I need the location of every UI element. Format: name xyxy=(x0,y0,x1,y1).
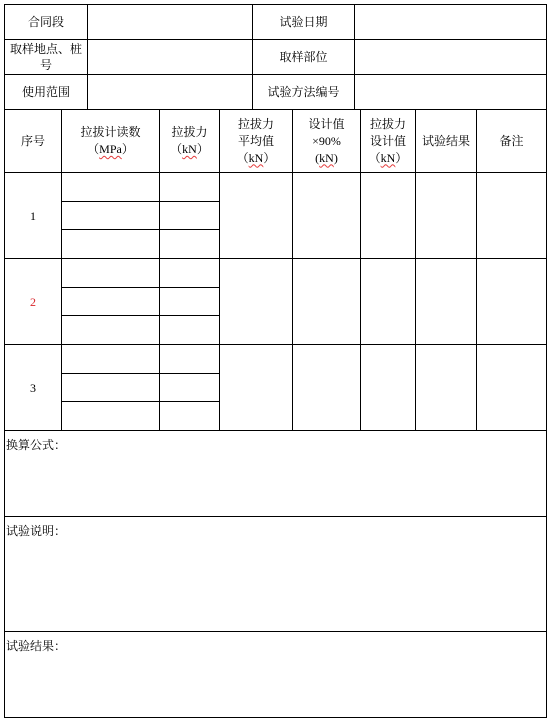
col-reading-unit-close: ） xyxy=(121,142,134,156)
force-cell[interactable] xyxy=(160,230,220,259)
group-number: 3 xyxy=(5,345,62,431)
col-design-line1: 拉拔力 xyxy=(369,116,406,131)
group-3-row-1 xyxy=(5,345,547,374)
force-cell[interactable] xyxy=(160,288,220,316)
col-design90-unit-line xyxy=(293,150,360,167)
col-design-unit-line xyxy=(361,150,415,167)
design-cell[interactable] xyxy=(361,259,416,345)
measurement-table xyxy=(4,109,547,173)
col-force-unit-close: ） xyxy=(196,142,209,156)
col-reading-unit: MPa xyxy=(99,142,122,156)
reading-cell[interactable] xyxy=(62,202,160,230)
col-design-unit: kN xyxy=(380,150,396,165)
scope-label: 使用范围 xyxy=(5,75,88,110)
force-cell[interactable] xyxy=(160,202,220,230)
force-cell[interactable] xyxy=(160,374,220,402)
col-reading-title: 拉拔计读数 xyxy=(80,125,141,139)
design90-cell[interactable] xyxy=(293,259,361,345)
design90-cell[interactable] xyxy=(293,345,361,431)
reading-cell[interactable] xyxy=(62,288,160,316)
test-date-value[interactable] xyxy=(355,5,547,40)
col-design90-unit-close: ) xyxy=(333,150,338,165)
col-avg-unit-open: （ xyxy=(236,150,249,165)
method-value[interactable] xyxy=(355,75,547,110)
col-force-unit-open: （ xyxy=(170,142,183,156)
formula-label: 换算公式： xyxy=(6,438,67,452)
reading-cell[interactable] xyxy=(62,402,160,431)
col-avg-line2: 平均值 xyxy=(237,133,274,148)
result-cell[interactable] xyxy=(416,173,477,259)
col-design90-unit-open: ( xyxy=(315,150,320,165)
col-design xyxy=(361,110,416,173)
scope-value[interactable] xyxy=(88,75,253,110)
col-design90-line2: ×90% xyxy=(312,133,341,148)
force-cell[interactable] xyxy=(160,316,220,345)
formula-section[interactable] xyxy=(5,431,547,517)
notes-table xyxy=(4,430,547,718)
part-value[interactable] xyxy=(355,40,547,75)
group-number: 2 xyxy=(5,259,62,345)
col-force-unit: kN xyxy=(182,142,197,156)
avg-cell[interactable] xyxy=(220,345,293,431)
info-table xyxy=(4,4,547,110)
location-value[interactable] xyxy=(88,40,253,75)
col-reading-unit-open: （ xyxy=(87,142,100,156)
avg-cell[interactable] xyxy=(220,259,293,345)
col-force-unit-line xyxy=(160,141,219,158)
reading-cell[interactable] xyxy=(62,230,160,259)
remark-cell[interactable] xyxy=(477,259,547,345)
result-section[interactable] xyxy=(5,632,547,718)
result-label: 试验结果： xyxy=(6,639,67,653)
col-reading-unit-line xyxy=(62,141,159,158)
col-avg-unit: kN xyxy=(248,150,264,165)
group-1-row-1 xyxy=(5,173,547,202)
col-force xyxy=(160,110,220,173)
design90-cell[interactable] xyxy=(293,173,361,259)
contract-label: 合同段 xyxy=(5,5,88,40)
design-cell[interactable] xyxy=(361,345,416,431)
col-design-line2: 设计值 xyxy=(369,133,406,148)
col-avg-unit-close: ） xyxy=(263,150,276,165)
col-design90-line1: 设计值 xyxy=(308,116,345,131)
result-cell[interactable] xyxy=(416,345,477,431)
test-record-form xyxy=(4,4,546,716)
col-avg-line1: 拉拔力 xyxy=(237,116,274,131)
remark-cell[interactable] xyxy=(477,345,547,431)
col-remark: 备注 xyxy=(477,110,547,173)
col-design90-unit: kN xyxy=(319,150,334,165)
result-cell[interactable] xyxy=(416,259,477,345)
col-avg xyxy=(220,110,293,173)
col-design-unit-open: （ xyxy=(368,150,381,165)
col-reading xyxy=(62,110,160,173)
description-label: 试验说明： xyxy=(6,524,67,538)
part-label: 取样部位 xyxy=(253,40,355,75)
force-cell[interactable] xyxy=(160,259,220,288)
reading-cell[interactable] xyxy=(62,316,160,345)
col-seq: 序号 xyxy=(5,110,62,173)
description-section[interactable] xyxy=(5,517,547,632)
avg-cell[interactable] xyxy=(220,173,293,259)
reading-cell[interactable] xyxy=(62,345,160,374)
col-force-title: 拉拔力 xyxy=(171,125,208,139)
location-label: 取样地点、桩号 xyxy=(5,40,88,75)
col-design-unit-close: ） xyxy=(395,150,408,165)
reading-cell[interactable] xyxy=(62,374,160,402)
col-avg-unit-line xyxy=(220,150,292,167)
contract-value[interactable] xyxy=(88,5,253,40)
col-design90 xyxy=(293,110,361,173)
method-label: 试验方法编号 xyxy=(253,75,355,110)
reading-cell[interactable] xyxy=(62,259,160,288)
remark-cell[interactable] xyxy=(477,173,547,259)
force-cell[interactable] xyxy=(160,173,220,202)
measurement-body xyxy=(4,172,547,431)
reading-cell[interactable] xyxy=(62,173,160,202)
design-cell[interactable] xyxy=(361,173,416,259)
group-number: 1 xyxy=(5,173,62,259)
col-result: 试验结果 xyxy=(416,110,477,173)
test-date-label: 试验日期 xyxy=(253,5,355,40)
group-2-row-1 xyxy=(5,259,547,288)
force-cell[interactable] xyxy=(160,402,220,431)
force-cell[interactable] xyxy=(160,345,220,374)
